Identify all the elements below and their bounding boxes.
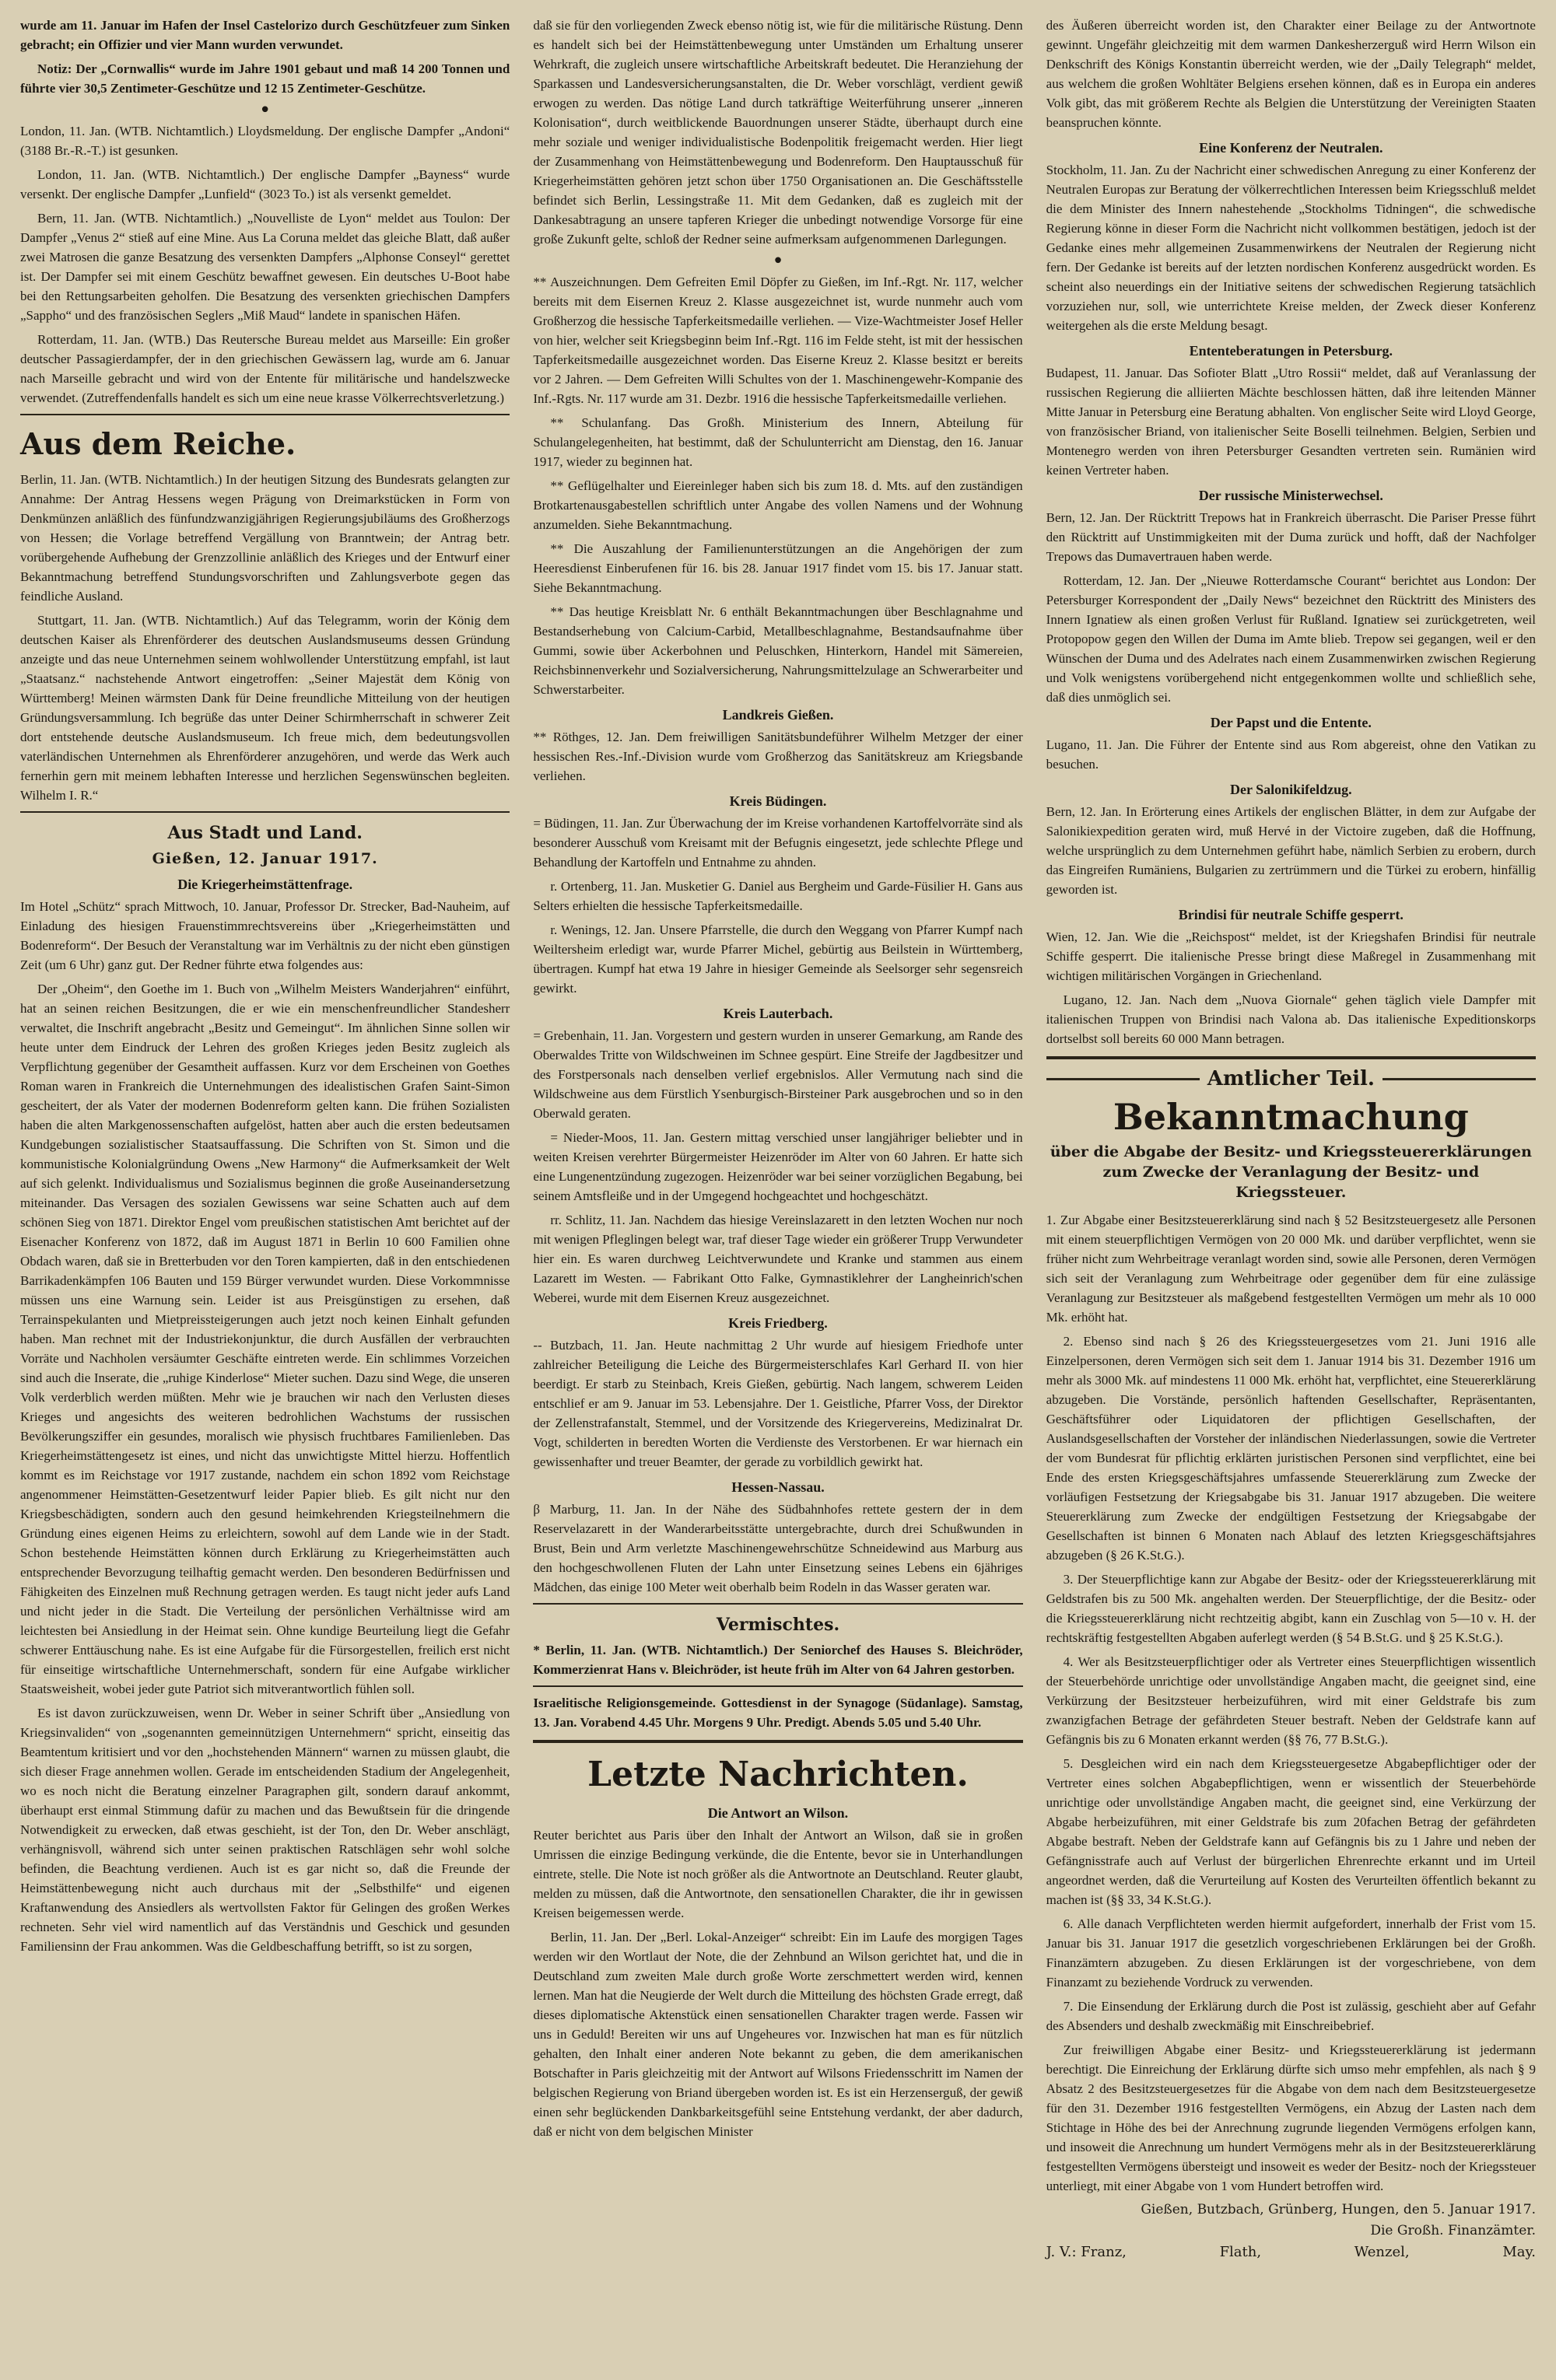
article-paragraph: Stockholm, 11. Jan. Zu der Nachricht einer schwedischen Anregung zu einer Konferenz der Neutralen Europas zur Beratung der völkerrechtlichen Interessen beim Kriegsschluß meldet die dem Minister des Innern nahestehende „Stockholms Tidningen“, die schwedische Regierung könne in dieser Form die Nachricht nicht vollkommen bestätigen, jedoch ist der Gedanke eines mehr allgemeinen Zusammenwirkens der Neutralen der Regierung nicht fern. Der Gedanke ist bereits auf der letzten nordischen Konferenz ausgedrückt worden. Es scheint also neuerdings ein der Initiative seitens der schwedischen Regierung tatsächlich vorzuziehen nur, soll, wie unterrichtete Kreise melden, der Zweck dieser Konferenz weitergehen als die erste Meldung besagt. [1046,163,1536,333]
newspaper-page [16,16,1540,2349]
article-paragraph: Der „Oheim“, den Goethe im 1. Buch von „Wilhelm Meisters Wanderjahren“ einführt, hat an seinen reichen Besitzungen, die er wie ein menschenfreundlicher Standesherr verwaltet, die Inschrift angebracht „Besitz und Gemeingut“. Im ähnlichen Sinne sollen wir heute unter dem Eindruck der Lehren des großen Krieges jeden Besitz zugleich als Verpflichtung gegenüber der Gesamtheit auffassen. Kurz vor dem Erscheinen von Goethes Roman waren in Frankreich die Unternehmungen des idealistischen Grafen Saint-Simon gescheitert, der als Vater der modernen Bodenreform gelten kann. Die frühen Sozialisten haben die alten Markgenossenschaften aufgelöst, hatten aber auch die ersten bedeutsamen Kundgebungen sozialistischer Staatsauffassung. Die Schriften von St. Simon und die kommunistische Kolonialgründung Owens „New Harmony“ die Aufmerksamkeit der Welt auf sich gelenkt. Individualismus und Sozialismus beginnen die große Auseinandersetzung miteinander. Das Versagen des sozialen Gewissens war seine Schatten auch auf dem schönen Sieg von 1871. Direktor Engel vom preußischen statistischen Amt berichtet auf der Eisenacher Konferenz von 1872, daß im August 1871 in Berlin 10 600 Familien ohne Obdach waren, daß sie in Bretterbuden vor den Toren kampierten, daß in den entschiedenen Barrikadenkämpfen 106 Bauten und 159 Bürger verwundet wurden. Diese Vorkommnisse müssen uns eine Warnung sein. Leider ist aus Preisgünstigen zu ersehen, daß Terrainspekulanten und Mietpreissteigerungen auch jetzt noch keinen Einhalt gefunden haben. Man rechnet mit der Industriekonjunktur, die durch Ausfällen der verbrauchten Vorräte und Nachholen versäumter Geschäfte eintreten werde. Ein schlimmes Vorzeichen sind auch die Inserate, die „ruhige Kinderlose“ Mieter suchen. Dazu sind Wege, die unseren Volk verderblich werden müßten. Mehr wie je brauchen wir nach den Verlusten dieses Krieges und angesichts des weiteren bedrohlichen Wachstums der russischen Bevölkerungsziffer ein gesundes, moralisch wie physisch fruchtbares Familienleben. Das Kriegerheimstättengesetz ist eines, und nicht das unwichtigste Mittel hierzu. Hoffentlich kommt es im Reichstage vor 1917 zustande, nachdem ein schon 1892 vom Reichstage angenommener Heimstätten-Gesetzentwurf leider Papier blieb. Es gilt nicht nur den Kriegsbeschädigten, sondern auch den gesund heimkehrenden Kriegsteilnehmern die Gründung eines eigenen Heims zu erleichtern, sowohl auf dem Lande wie in der Stadt. Schon bestehende Heimstätten können durch Erklärung zu Kriegerheimstätten auch entsprechender Bevorzugung teilhaftig gemacht werden. Den besonderen Bedürfnissen und Fähigkeiten des Einzelnen muß Rechnung getragen werden. Es taugt nicht jeder aufs Land und nicht jeder in die Stadt. Die Verteilung der persönlichen Verhältnisse wird am leichtesten bei Ansiedlung in der Heimat sein. Ohne kundige Beurteilung liegt die Gefahr schwerer Enttäuschung nahe. Es ist eine Aufgabe für die Fürsorgestellen, freilich erst nicht für einseitige wirtschaftliche Unternehmerschaft, sondern für eine Aufgabe wirklicher Staatsweisheit, wobei jeder gute Patriot sich mitverantwortlich fühlen soll. [20,982,510,1696]
banner-line [1383,1078,1536,1080]
article-paragraph: 2. Ebenso sind nach § 26 des Kriegssteuergesetzes vom 21. Juni 1916 alle Einzelpersonen, deren Vermögen sich seit dem 1. Januar 1914 bis 31. Dezember 1916 um mehr als 3000 Mk. auf mindestens 11 000 Mk. erhöht hat, verpflichtet, eine Steuererklärung abzugeben. Die Vorstände, persönlich haftenden Gesellschafter, Repräsentanten, Geschäftsführer oder Liquidatoren der pflichtigen Gesellschaften, der Auslandsgesellschaften der Vorsteher der inländischen Niederlassungen, sowie die Vertreter der vom Bundesrat für pflichtig erklärten juristischen Personen sind verpflichtet, eine bei Ende des ersten Kriegsgeschäftsjahres umfassende Steuererklärung zum Zwecke der vorläufigen Festsetzung der Kriegsabgabe bis 31. Januar 1917 abzugeben. Die weitere Steuererklärung zum Zwecke der endgültigen Festsetzung der Kriegsabgabe der Gesellschaften ist binnen 6 Monaten nach Ablauf des letzten Kriegsgeschäftsjahres abzugeben (§ 26 K.St.G.). [1046,1334,1536,1563]
article-paragraph: Wien, 12. Jan. Wie die „Reichspost“ meldet, ist der Kriegshafen Brindisi für neutrale Schiffe gesperrt. Die italienische Presse bringt diese Maßregel in Zusammenhang mit wichtigen militärischen Vorgängen in Griechenland. [1046,929,1536,983]
article-paragraph: Berlin, 11. Jan. (WTB. Nichtamtlich.) In der heutigen Sitzung des Bundesrats gelangten zur Annahme: Der Antrag Hessens wegen Prägung von Dreimarkstücken in Form von Denkmünzen anläßlich des fünfundzwanzigjährigen Regierungsjubiläums des Großherzogs von Hessen; die Vorlage betreffend Vergällung von Branntwein; der Antrag betr. vorübergehende Aufhebung der Grenzzollinie anläßlich des Krieges und der Entwurf einer Bekanntmachung betreffend Stundungsvorschriften und Zahlungsverbote gegen das feindliche Ausland. [20,472,510,604]
article-paragraph: = Büdingen, 11. Jan. Zur Überwachung der im Kreise vorhandenen Kartoffelvorräte sind als besonderer Ausschuß vom Kreisamt mit der Befugnis eingesetzt, jede schlechte Pflege und Behandlung der Kartoffeln und Entnahme zu ahnden. [533,816,1023,870]
banner-line [1046,1078,1200,1080]
article-paragraph: rr. Schlitz, 11. Jan. Nachdem das hiesige Vereinslazarett in den letzten Wochen nur noch mit wenigen Pfleglingen belegt war, traf dieser Tage wieder ein größerer Trupp Verwundeter hier ein. Es waren durchweg Leichtverwundete und Kranke und stammen aus einem Lazarett im Westen. — Fabrikant Otto Falke, Gymnastiklehrer der Langheinrich'schen Weberei, wurde mit dem Eisernen Kreuz ausgezeichnet. [533,1213,1023,1305]
signature-place-date: Gießen, Butzbach, Grünberg, Hungen, den 5. Januar 1917. [1141,2202,1536,2217]
signer-name: Flath, [1219,2244,1262,2260]
article-paragraph: ** Das heutige Kreisblatt Nr. 6 enthält Bekanntmachungen über Beschlagnahme und Bestandserhebung von Calcium-Carbid, Metallbeschlagnahme, Bestandsaufnahme über Gummi, sowie über Ackerbohnen und Peluschken, Hinterkorn, Handel mit Sämereien, Reichsbinnenverkehr und Sozialversicherung, Nahrungsmittelzulage an Schwerarbeiter und Schwerstarbeiter. [533,604,1023,697]
heading-vermischtes: Vermischtes. [716,1615,840,1635]
article-paragraph: Budapest, 11. Januar. Das Sofioter Blatt „Utro Rossii“ meldet, daß auf Veranlassung der russischen Regierung die alliierten Mächte beschlossen hätten, daß ihre leitenden Männer Mitte Januar in Petersburg eine Beratung abhalten. Von englischer Seite wird Lloyd George, von französischer Briand, von italienischer Seite Boselli teilnehmen. Belgien, Serbien und Montenegro werden von ihren Petersburger Gesandten vertreten sein. Rumänien wird keinen Vertreter haben. [1046,366,1536,478]
article-paragraph: * Berlin, 11. Jan. (WTB. Nichtamtlich.) Der Seniorchef des Hauses S. Bleichröder, Kommerzienrat Hans v. Bleichröder, ist heute früh im Alter von 64 Jahren gestorben. [533,1643,1023,1677]
article-paragraph: daß sie für den vorliegenden Zweck ebenso nötig ist, wie für die militärische Rüstung. Denn es handelt sich bei der Heimstättenbewegung unter Umständen um Erhaltung unserer Wehrkraft, die zugleich unsere wirtschaftliche Arbeitskraft bedeutet. Die Heranziehung der Sparkassen und Landesversicherungsanstalten, die Dr. Weber vorschlägt, verdient gewiß erwogen zu werden. Das nötige Land durch tatkräftige Weiterführung unserer „inneren Kolonisation“, durch weitblickende Bauordnungen unserer Städte, überhaupt durch eine mehr soziale und weniger individualistische Bodenpolitik freigemacht werden. Hier liegt der Zusammenhang von Heimstättenbewegung und Bodenreform. Den Hauptausschuß für Kriegerheimstätten gehören jetzt schon über 1750 Organisationen an. Die Geschäftsstelle befindet sich Berlin, Lessingstraße 11. Mit dem Gedanken, daß es zugleich mit der Dankesabtragung an unsere tapferen Krieger die unbedingt notwendige Vorsorge für eine große Zukunft gelte, schloß der Redner seine aufmerksam aufgenommenen Darlegungen. [533,18,1023,247]
article-paragraph: ** Geflügelhalter und Eiereinleger haben sich bis zum 18. d. Mts. auf den zuständigen Brotkartenausgabestellen schriftlich unter Angabe des vollen Namens und der Wohnung anzumelden. Siehe Bekanntmachung. [533,478,1023,532]
article-paragraph: Bern, 11. Jan. (WTB. Nichtamtlich.) „Nouvelliste de Lyon“ meldet aus Toulon: Der Dampfer „Venus 2“ stieß auf eine Mine. Aus La Coruna meldet das gleiche Blatt, daß außer zwei Matrosen die ganze Besatzung des versenkten Dampfers „Alphonse Conseyl“ gerettet ist. Der Dampfer sei mit einem Geschütz bewaffnet gewesen. Ein deutsches U-Boot habe bei den Rettungsarbeiten geholfen. Die Besatzung des versenkten griechischen Dampfers „Sappho“ und des französischen Seglers „Miß Maud“ landete in spanischen Häfen. [20,211,510,323]
article-paragraph: Notiz: Der „Cornwallis“ wurde im Jahre 1901 gebaut und maß 14 200 Tonnen und führte vier 30,5 Zentimeter-Geschütze und 12 15 Zentimeter-Geschütze. [20,61,510,96]
signature-authority: Die Großh. Finanzämter. [1370,2223,1536,2238]
article-paragraph: Rotterdam, 11. Jan. (WTB.) Das Reutersche Bureau meldet aus Marseille: Ein großer deutscher Passagierdampfer, der in den griechischen Gewässern lag, wurde am 6. Januar nach Marseille gebracht und wird von der Entente für militärische und handelszwecke verwendet. (Zutreffendenfalls handelt es sich um eine neue krasse Völkerrechtsverletzung.) [20,332,510,405]
heading-petersburg: Ententeberatungen in Petersburg. [1189,343,1393,359]
column-2 [528,16,1027,2349]
article-paragraph: Lugano, 12. Jan. Nach dem „Nuova Giornale“ gehen täglich viele Dampfer mit italienischen Truppen von Brindisi nach Valona ab. Das italienische Expeditionskorps dortselbst soll bereits 60 000 Mann betragen. [1046,992,1536,1046]
official-section-label: Amtlicher Teil. [1207,1067,1375,1090]
article-paragraph: 7. Die Einsendung der Erklärung durch die Post ist zulässig, geschieht aber auf Gefahr des Absenders und deshalb zweckmäßig mit Einschreibebrief. [1046,1999,1536,2033]
divider [20,414,510,415]
article-paragraph: Lugano, 11. Jan. Die Führer der Entente sind aus Rom abgereist, ohne den Vatikan zu besuchen. [1046,737,1536,772]
column-1 [16,16,514,2349]
article-paragraph: 6. Alle danach Verpflichteten werden hiermit aufgefordert, innerhalb der Frist vom 15. Januar bis 31. Januar 1917 die gesetzlich vorgeschriebenen Erklärungen bei der Großh. Finanzämtern abzugeben. Zu diesen Erklärungen ist der vorgeschriebene, von dem Finanzamt zu beziehende Vordruck zu verwenden. [1046,1916,1536,1990]
article-paragraph: Rotterdam, 12. Jan. Der „Nieuwe Rotterdamsche Courant“ berichtet aus London: Der Petersburger Korrespondent der „Daily News“ bezeichnet den Rücktritt des Ministers des Innern Ignatiew als einen großen Verlust für Rußland. Ignatiew sei zurückgetreten, weil Protopopow gegen den Willen der Duma im Amte blieb. Trepow sei gegangen, weil er den Wünschen der Duma und des Adelrates nach einem Zusammenwirken zwischen Regierung und Volk wenigstens vorübergehend nicht entgegenkommen wollte und schließlich sehe, daß dies unmöglich sei. [1046,573,1536,705]
article-paragraph: 5. Desgleichen wird ein nach dem Kriegssteuergesetze Abgabepflichtiger oder der Vertreter eines solchen Abgabepflichtigen, wenn er wissentlich der Steuerbehörde unrichtige oder unvollständige Angaben macht, die geeignet sind, eine Verkürzung der Abgabe herbeizuführen, mit einer Geldstrafe bis zum 20fachen Betrag der gefährdeten Abgabe bestraft. Neben der Geldstrafe kann auf Gefängnis bis zu 1 Jahre und neben der Gefängnisstrafe auch auf Verlust der bürgerlichen Ehrenrechte erkannt und im Urteil angeordnet werden, daß die Verurteilung auf Kosten des Verurteilten öffentlich bekannt zu machen ist (§§ 33, 34 K.St.G.). [1046,1756,1536,1907]
bullet-separator: • [772,250,784,273]
heading-neutral: Eine Konferenz der Neutralen. [1199,140,1383,156]
article-paragraph: Bern, 12. Jan. In Erörterung eines Artikels der englischen Blätter, in dem zur Aufgabe der Salonikiexpedition geraten wird, muß Hervé in der Victoire zugeben, daß die Hoffnung, welche ursprünglich zu dem Unternehmen geführt habe, nämlich Serbien zu erobern, durch das Eingreifen Rumäniens, Bulgarien zu zertrümmern und die Türkei zu erobern, hinfällig geworden ist. [1046,804,1536,897]
article-paragraph: = Grebenhain, 11. Jan. Vorgestern und gestern wurden in unserer Gemarkung, am Rande des Oberwaldes Tritte von Wildschweinen im Schnee gespürt. Eine Streife der Jagdbesitzer und des Forstpersonals nach denselben verlief ergebnislos. Aller Vermutung nach sind die Wildschweine aus dem Fürstlich Ysenburgisch-Birsteiner Park ausgebrochen und so in den Oberwald geraten. [533,1028,1023,1121]
announcement-subtitle: über die Abgabe der Besitz- und Kriegssteuererklärungen zum Zwecke der Veranlagung der Besitz- und Kriegssteuer. [1050,1143,1532,1201]
divider [533,1685,1022,1687]
divider [1046,1056,1536,1059]
article-paragraph: London, 11. Jan. (WTB. Nichtamtlich.) Der englische Dampfer „Bayness“ wurde versenkt. Der englische Dampfer „Lunfield“ (3023 To.) ist als versenkt gemeldet. [20,167,510,201]
article-paragraph: r. Ortenberg, 11. Jan. Musketier G. Daniel aus Bergheim und Garde-Füsilier H. Gans aus Selters erhielten die hessische Tapferkeitsmedaille. [533,879,1023,913]
article-paragraph: Reuter berichtet aus Paris über den Inhalt der Antwort an Wilson, daß sie in großen Umrissen die einzige Bedingung verkünde, die die Entente, bevor sie in Unterhandlungen eintrete, stelle. Die Note ist noch größer als die Antwortnote an Deutschland. Reuter glaubt, melden zu müssen, daß die Antwortnote, den sensationellen Charakter, die ihr in gewissen Kreisen beigemessen werde. [533,1828,1023,1920]
announcement-title: Bekanntmachung [1113,1096,1469,1138]
article-paragraph: Zur freiwilligen Abgabe einer Besitz- und Kriegssteuererklärung ist jedermann berechtigt. Die Einreichung der Erklärung dürfte sich umso mehr empfehlen, als nach § 9 Absatz 2 des Besitzsteuergesetzes für die Abgabe von dem nach dem Besitzsteuergesetze für den 31. Dezember 1916 festgestellten Vermögens, ein Abzug der Lasten nach dem Stichtage in Höhe des bei der Anrechnung zugrunde liegenden Vermögens erfolgen kann, und insoweit die Anrechnung um hundert Vermögens mehr als in der Besitzsteuererklärung festgestellten Vermögens übersteigt und insoweit es weder der Besitz- noch der Kriegssteuer unterliegt, mit einer Abgabe von 1 vom Hundert betroffen wird. [1046,2042,1536,2193]
article-paragraph: des Äußeren überreicht worden ist, den Charakter einer Beilage zu der Antwortnote gewinnt. Ungefähr gleichzeitig mit dem warmen Dankesherzerguß wird Herrn Wilson ein Denkschrift des Königs Konstantin überreicht werden, wie der „Daily Telegraph“ meldet, aus welchem die großen Wohltäter Belgiens ersehen können, daß es in Europa ein anderes Volk gibt, das mit größerem Rechte als Belgien die Unterstützung der Vereinigten Staaten beanspruchen könnte. [1046,18,1536,130]
article-paragraph: Bern, 12. Jan. Der Rücktritt Trepows hat in Frankreich überrascht. Die Pariser Presse führt den Rücktritt auf Unstimmigkeiten mit der Duma zurück und hofft, daß der Nachfolger Trepows das Dumavertrauen haben werde. [1046,510,1536,564]
official-section-banner [1046,1067,1536,1090]
heading-lauterbach: Kreis Lauterbach. [723,1006,833,1021]
article-paragraph: Es ist davon zurückzuweisen, wenn Dr. Weber in seiner Schrift über „Ansiedlung von Kriegsinvaliden“ von „sogenannten gemeinnützigen Unternehmern“ spricht, einseitig das Beamtentum kritisiert und vor den „hochstehenden Männern“ warnen zu müssen glaubt, die sich dieser Frage annehmen wollen. Gerade im entscheidenden Stadium der Angelegenheit, wo es noch nicht die Beratung einzelner Paragraphen gilt, sondern darauf ankommt, überhaupt erst einmal Stimmung dafür zu machen und das Bewußtsein für die dringende Notwendigkeit zu erwecken, daß etwas geschieht, ist der Ton, den Dr. Weber anschlägt, verhängnisvoll, während sich unter seinen praktischen Ratschlägen sehr wohl solche befinden, die Beachtung verdienen. Auch ist es gar nicht so, daß die Freunde der Heimstättenbewegung nicht auch durchaus mit der „Selbsthilfe“ und eigenen Kraftanwendung des Ansiedlers als wertvollsten Faktor für Gelingen des großen Werkes rechneten. Sehr viel wird namentlich auf das Verständnis und Geschick und gesunden Familiensinn der Frau ankommen. Was die Geldbeschaffung betrifft, so ist zu sorgen, [20,1706,510,1954]
article-paragraph: Im Hotel „Schütz“ sprach Mittwoch, 10. Januar, Professor Dr. Strecker, Bad-Nauheim, auf Einladung des hiesigen Frauenstimmrechtsvereins über „Kriegerheimstätten und Bodenreform“. Der Besuch der Veranstaltung war im Verhältnis zu der nicht eben günstigen Zeit (um 6 Uhr) ganz gut. Der Redner führte etwa folgendes aus: [20,899,510,972]
heading-landkreis: Landkreis Gießen. [722,707,834,723]
heading-papst: Der Papst und die Entente. [1210,715,1372,730]
article-paragraph: r. Wenings, 12. Jan. Unsere Pfarrstelle, die durch den Weggang von Pfarrer Kumpf nach Weiltersheim erledigt war, wurde Pfarrer Michel, gebürtig aus Beilstein in Württemberg, übertragen. Kumpf hat etwa 19 Jahre in hiesiger Gemeinde als Seelsorger sehr segensreich gewirkt. [533,922,1023,996]
divider [20,811,510,813]
section-heading-stadt: Aus Stadt und Land. [167,823,363,843]
article-paragraph: 1. Zur Abgabe einer Besitzsteuererklärung sind nach § 52 Besitzsteuergesetz alle Personen mit einem steuerpflichtigen Vermögen von 20 000 Mk. und darüber verpflichtet, wenn sie früher nicht zum Wehrbeitrage veranlagt worden sind, sowie alle Personen, deren Vermögen sich seit der Veranlagung zum Wehrbeitrage oder gegenüber dem für eine zulässige Veranlagung zur Besitzsteuer als maßgebend festgestellten Vermögen um mehr als 10 000 Mk. erhöht hat. [1046,1213,1536,1325]
article-paragraph: 4. Wer als Besitzsteuerpflichtiger oder als Vertreter eines Steuerpflichtigen wissentlich der Steuerbehörde unrichtige oder unvollständige Angaben macht, die geeignet sind, eine Verkürzung der Besitzsteuer herbeizuführen, wird mit einer Geldstrafe bis zum zwanzigfachen Betrage der gefährdeten Steuer bestraft. Neben der Geldstrafe kann auf Gefängnis bis zu 6 Monaten erkannt werden (§§ 76, 77 B.St.G.). [1046,1654,1536,1747]
article-paragraph: Stuttgart, 11. Jan. (WTB. Nichtamtlich.) Auf das Telegramm, worin der König dem deutschen Kaiser als Ehrenförderer des deutschen Auslandsmuseums dessen Gründung anzeigte und das neue Unternehmen seinem wohlwollender Unterstützung empfahl, ist laut „Staatsanz.“ nachstehende Antwort eingetroffen: „Seiner Majestät dem König von Württemberg! Meinen wärmsten Dank für Deine freundliche Mitteilung von der heutigen Gründungsversammlung. Ich begrüße das unter Deiner Schirmherrschaft in schwerer Zeit dort entstehende deutsche Auslandsmuseum. Ich freue mich, dem bedeutungsvollen vaterländischen Unternehmen als Ehrenförderer anzugehören, und werde das Werk auch fernerhin gern mit meinem lebhaften Interesse und herzlichen Segenswünschen begleiten. Wilhelm I. R.“ [20,613,510,803]
heading-letzte: Letzte Nachrichten. [587,1755,969,1794]
column-3 [1042,16,1540,2349]
section-heading-reich: Aus dem Reiche. [20,426,296,461]
article-paragraph: β Marburg, 11. Jan. In der Nähe des Südbahnhofes rettete gestern der in dem Reservelazarett in der Wanderarbeitsstätte untergebrachte, durch drei Schußwunden in Brust, Bein und Arm verletzte Maschinengewehrschütze Schneidewind aus Marburg aus den hochgeschwollenen Fluten der Lahn unter Einsetzung seines Lebens ein 6jähriges Mädchen, das einige 100 Meter weit oberhalb beim Rodeln in das Wasser geraten war. [533,1502,1023,1594]
signer-name: Wenzel, [1354,2244,1410,2260]
dateline: Gießen, 12. Januar 1917. [152,850,378,867]
heading-minister: Der russische Ministerwechsel. [1198,488,1383,503]
article-paragraph: Berlin, 11. Jan. Der „Berl. Lokal-Anzeiger“ schreibt: Ein im Laufe des morgigen Tages werden wir den Wortlaut der Note, die der Zehnbund an Wilson gerichtet hat, und die in Deutschland zum zweiten Male durch große Worte zerschmettert werden wird, kennen lernen. Man hat die Neugierde der Welt durch die Mitteilung des höchsten Grade erregt, daß dieses diplomatische Aktenstück einen sensationellen Charakter tragen werde. Fassen wir uns in Geduld! Bereiten wir uns auf Ungeheures vor. Inzwischen hat man es für nützlich gehalten, den Inhalt einer anderen Note bekannt zu geben, die dem amerikanischen Botschafter in Paris gleichzeitig mit der Antwort auf Wilsons Friedensschritt im Namen der belgischen Regierung von Briand übergeben worden ist. Es ist ein Herzenserguß, der gewiß einen sehr beglückenden Dankbarkeitsgefühl seine Entstehung verdankt, der aber dadurch, daß er nicht von dem belgischen Minister [533,1930,1023,2139]
heading-brindisi: Brindisi für neutrale Schiffe gesperrt. [1178,907,1404,922]
article-paragraph: = Nieder-Moos, 11. Jan. Gestern mittag verschied unser langjähriger beliebter und in weiten Kreisen verehrter Bürgermeister Heizenröder im Alter von 60 Jahren. Er hatte sich eine Lungenentzündung zugezogen. Heizenröder war bei seiner vorzüglichen Begabung, bei seinem Amtsfleiße und in der Umgegend hochgeachtet und hochgeschätzt. [533,1130,1023,1203]
heading-friedberg: Kreis Friedberg. [728,1315,828,1331]
bullet-separator: • [258,99,272,122]
article-paragraph: wurde am 11. Januar im Hafen der Insel Castelorizo durch Geschützfeuer zum Sinken gebracht; ein Offizier und vier Mann wurden verwundet. [20,18,510,52]
signature-names [1046,2242,1536,2263]
article-heading-krieger: Die Kriegerheimstättenfrage. [177,877,353,892]
article-paragraph: -- Butzbach, 11. Jan. Heute nachmittag 2 Uhr wurde auf hiesigem Friedhofe unter zahlreicher Beteiligung die Leiche des Bürgermeisterschlafes Karl Gerhard II. von hier beerdigt. Er starb zu Steinbach, Kreis Gießen, gebürtig. Nach langem, schwerem Leiden entschlief er am 9. Januar im 53. Lebensjahre. Der 1. Geistliche, Pfarrer Voss, der Direktor der Zellenstrafanstalt, Stemmel, und der Vorsitzende des Kriegervereins, Medizinalrat Dr. Vogt, schilderten in beredten Worten die Verdienste des Verstorbenen. Er war hiernach ein gewissenhafter und treuer Beamter, der gerade zu vorbildlich gewirkt hat. [533,1338,1023,1469]
article-paragraph: ** Die Auszahlung der Familienunterstützungen an die Angehörigen der zum Heeresdienst Einberufenen für 16. bis 28. Januar 1917 findet vom 15. bis 17. Januar statt. Siehe Bekanntmachung. [533,541,1023,595]
divider [533,1740,1022,1743]
article-paragraph: ** Auszeichnungen. Dem Gefreiten Emil Döpfer zu Gießen, im Inf.-Rgt. Nr. 117, welcher bereits mit dem Eisernen Kreuz 2. Klasse ausgezeichnet ist, wurde nunmehr auch vom Großherzog die hessische Tapferkeitsmedaille verliehen. — Vize-Wachtmeister Josef Heller von hier, welcher seit Kriegsbeginn beim Inf.-Rgt. 116 im Felde steht, ist mit der hessischen Tapferkeitsmedaille ausgezeichnet worden. Das Eiserne Kreuz 2. Klasse besitzt er bereits vor 2 Jahren. — Dem Gefreiten Willi Schultes von der 1. Maschinengewehr-Kompanie des Inf.-Rgts. Nr. 117 wurde am 31. Dezbr. 1916 die hessische Tapferkeitsmedaille verliehen. [533,275,1023,406]
heading-budingen: Kreis Büdingen. [729,793,827,809]
article-paragraph: London, 11. Jan. (WTB. Nichtamtlich.) Lloydsmeldung. Der englische Dampfer „Andoni“ (3188 Br.-R.-T.) ist gesunken. [20,124,510,158]
article-paragraph: 3. Der Steuerpflichtige kann zur Abgabe der Besitz- oder der Kriegssteuererklärung mit Geldstrafen bis zu 500 Mk. angehalten werden. Der Steuerpflichtige, der die Besitz- oder die Kriegssteuererklärung nicht rechtzeitig abgibt, kann ein Zuschlag von 5—10 v. H. der rechtskräftig festgestellten Abgaben auferlegt werden (§ 54 B.St.G. und § 25 K.St.G.). [1046,1572,1536,1645]
heading-saloniki: Der Salonikifeldzug. [1229,782,1352,797]
heading-nassau: Hessen-Nassau. [731,1479,825,1495]
signer-name: May. [1502,2244,1536,2260]
subheading-wilson: Die Antwort an Wilson. [707,1805,849,1821]
article-paragraph: ** Röthges, 12. Jan. Dem freiwilligen Sanitätsbundeführer Wilhelm Metzger der einer hessischen Res.-Inf.-Division wurde vom Großherzog das Sanitätskreuz am Kriegsbande verliehen. [533,730,1023,783]
signer-name: J. V.: Franz, [1046,2244,1127,2260]
article-paragraph: ** Schulanfang. Das Großh. Ministerium des Innern, Abteilung für Schulangelegenheiten, hat bestimmt, daß der Schulunterricht am Dienstag, den 16. Januar 1917, wieder zu beginnen hat. [533,415,1023,469]
divider [533,1603,1022,1605]
synagogue-notice: Israelitische Religionsgemeinde. Gottesdienst in der Synagoge (Südanlage). Samstag, 13. Jan. Vorabend 4.45 Uhr. Morgens 9 Uhr. Predigt. Abends 5.05 und 5.40 Uhr. [533,1696,1023,1730]
